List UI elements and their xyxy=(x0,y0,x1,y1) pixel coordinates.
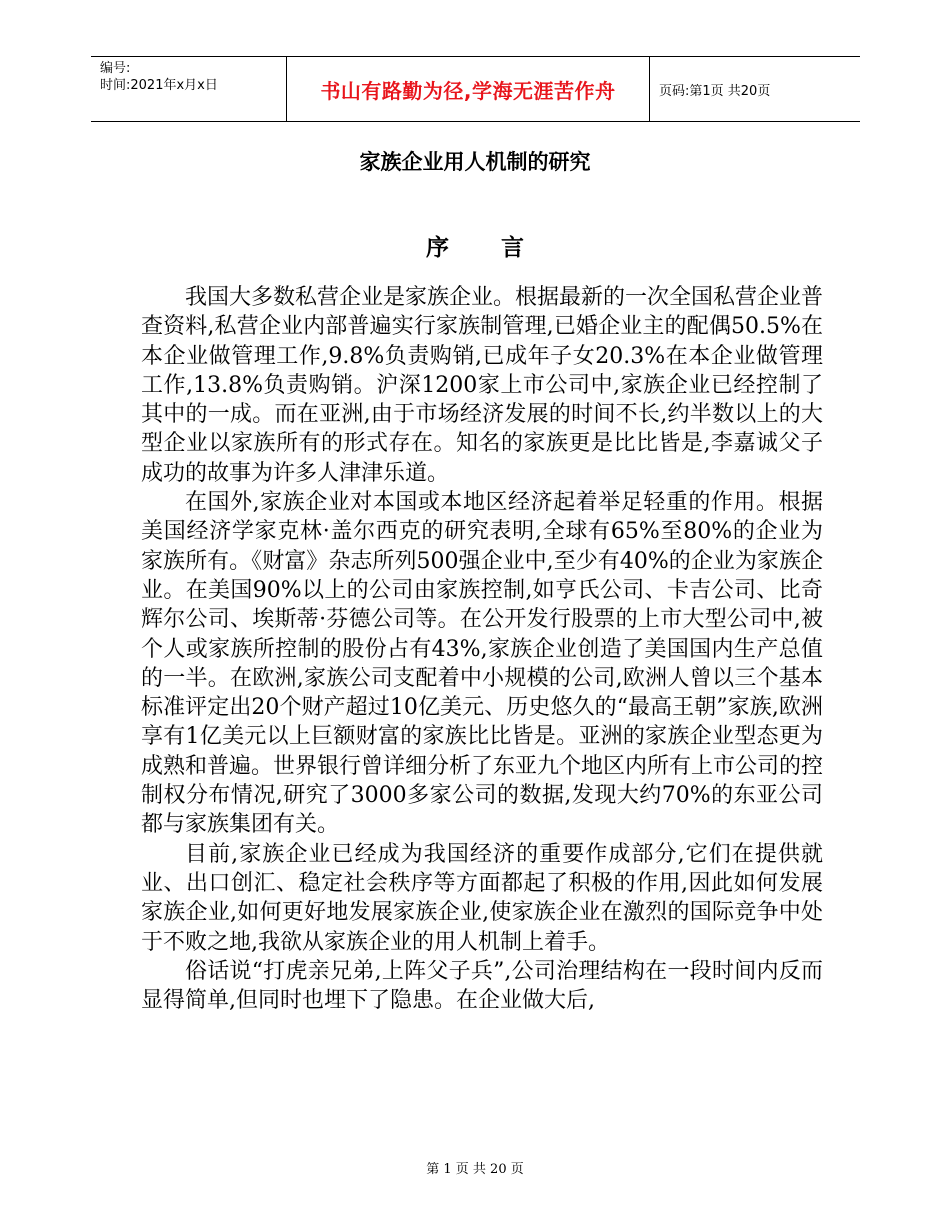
document-time-label: 时间:2021年x月x日 xyxy=(100,78,218,93)
header-meta xyxy=(91,57,287,121)
body-paragraph: 在国外,家族企业对本国或本地区经济起着举足轻重的作用。根据美国经济学家克林·盖尔西克的研究表明,全球有65%至80%的企业为家族所有。《财富》杂志所列500强企业中,至少有40%的企业为家族企业。在美国90%以上的公司由家族控制,如亨氏公司、卡吉公司、比奇辉尔公司、埃斯蒂·芬德公司等。在公开发行股票的上市大型公司中,被个人或家族所控制的股份占有43%,家族企业创造了美国国内生产总值的一半。在欧洲,家族公司支配着中小规模的公司,欧洲人曾以三个基本标准评定出20个财产超过10亿美元、历史悠久的“最高王朝”家族,欧洲享有1亿美元以上巨额财富的家族比比皆是。亚洲的家族企业型态更为成熟和普遍。世界银行曾详细分析了东亚九个地区内所有上市公司的控制权分布情况,研究了3000多家公司的数据,发现大约70%的东亚公司都与家族集团有关。 xyxy=(141,490,824,838)
page-footer: 第 1 页 共 20 页 xyxy=(426,1162,524,1177)
document-number-label: 编号: xyxy=(100,61,131,76)
document-body xyxy=(141,283,823,1015)
page-header xyxy=(91,56,860,122)
document-title: 家族企业用人机制的研究 xyxy=(359,150,591,174)
header-page-info: 页码:第1页 共20页 xyxy=(659,83,771,99)
header-motto: 书山有路勤为径,学海无涯苦作舟 xyxy=(287,57,650,121)
body-paragraph: 目前,家族企业已经成为我国经济的重要作成部分,它们在提供就业、出口创汇、稳定社会秩序等方面都起了积极的作用,因此如何发展家族企业,如何更好地发展家族企业,使家族企业在激烈的国际竞争中处于不败之地,我欲从家族企业的用人机制上着手。 xyxy=(141,841,823,955)
section-title: 序言 xyxy=(426,235,576,261)
body-paragraph: 俗话说“打虎亲兄弟,上阵父子兵”,公司治理结构在一段时间内反而显得简单,但同时也埋下了隐患。在企业做大后, xyxy=(141,958,823,1014)
body-paragraph: 我国大多数私营企业是家族企业。根据最新的一次全国私营企业普查资料,私营企业内部普遍实行家族制管理,已婚企业主的配偶50.5%在本企业做管理工作,9.8%负责购销,已成年子女20.3%在本企业做管理工作,13.8%负责购销。沪深1200家上市公司中,家族企业已经控制了其中的一成。而在亚洲,由于市场经济发展的时间不长,约半数以上的大型企业以家族所有的形式存在。知名的家族更是比比皆是,李嘉诚父子成功的故事为许多人津津乐道。 xyxy=(141,285,824,486)
